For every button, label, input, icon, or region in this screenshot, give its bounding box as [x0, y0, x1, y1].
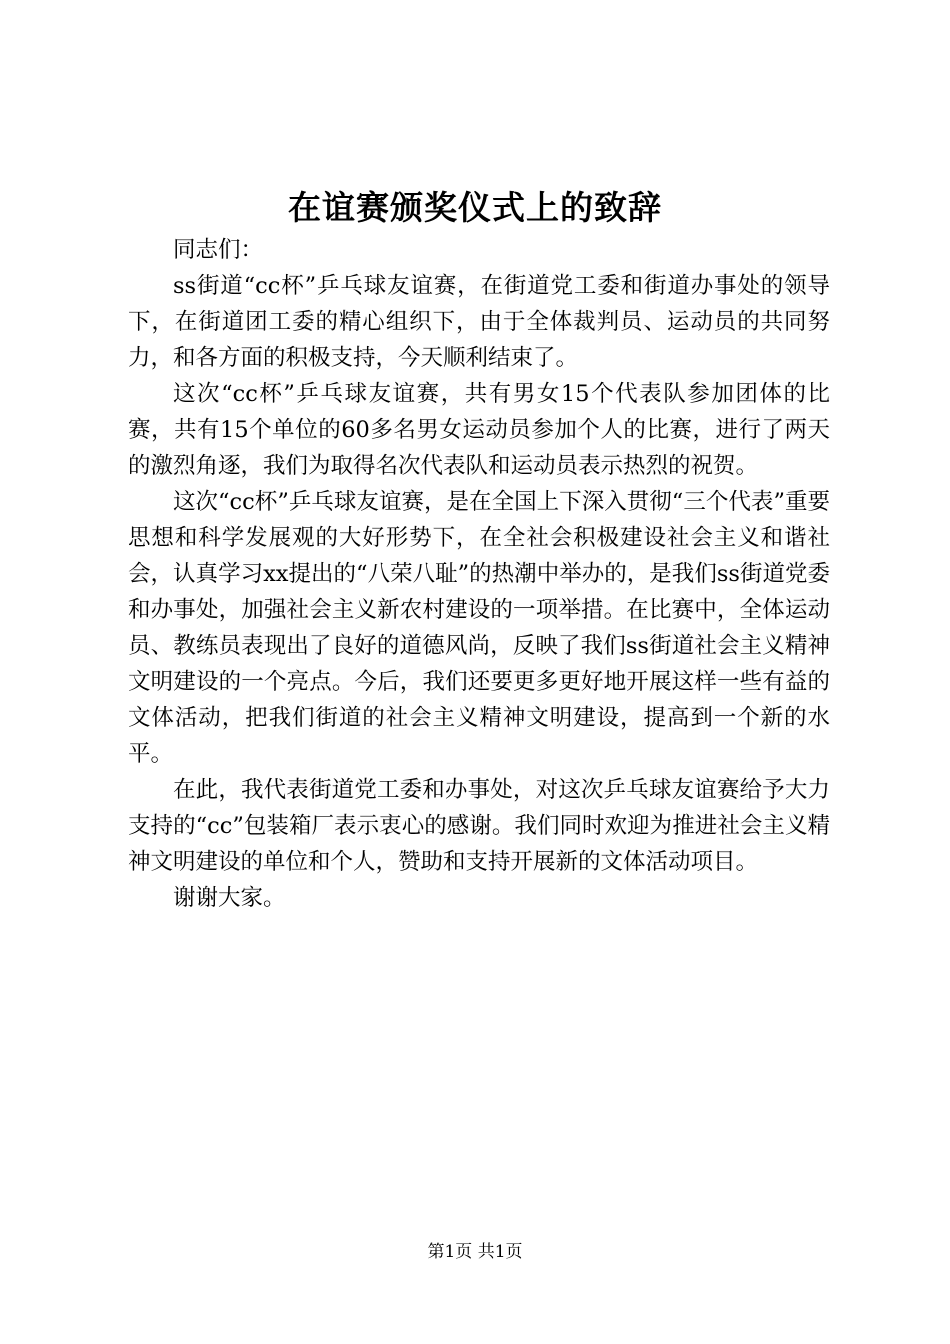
- document-title: 在谊赛颁奖仪式上的致辞: [288, 188, 662, 227]
- greeting-paragraph: 同志们：: [173, 237, 264, 263]
- page-footer: 第1页 共1页: [427, 1242, 523, 1262]
- body-paragraph-2: 这次“cc杯”乒乓球友谊赛，共有男女15个代表队参加团体的比赛，共有15个单位的60多名男女运动员参加个人的比赛，进行了两天的激烈角逐，我们为取得名次代表队和运动员表示热烈的祝贺。: [128, 381, 830, 479]
- closing-paragraph: 谢谢大家。: [173, 885, 286, 911]
- document-body: [128, 232, 830, 916]
- body-paragraph-3: 这次“cc杯”乒乓球友谊赛，是在全国上下深入贯彻“三个代表”重要思想和科学发展观的大好形势下，在全社会积极建设社会主义和谐社会，认真学习xx提出的“八荣八耻”的热潮中举办的，是我们ss街道党委和办事处，加强社会主义新农村建设的一项举措。在比赛中，全体运动员、教练员表现出了良好的道德风尚，反映了我们ss街道社会主义精神文明建设的一个亮点。今后，我们还要更多更好地开展这样一些有益的文体活动，把我们街道的社会主义精神文明建设，提高到一个新的水平。: [128, 489, 830, 767]
- body-paragraph-4: 在此，我代表街道党工委和办事处，对这次乒乓球友谊赛给予大力支持的“cc”包装箱厂表示衷心的感谢。我们同时欢迎为推进社会主义精神文明建设的单位和个人，赞助和支持开展新的文体活动项目。: [128, 777, 830, 875]
- body-paragraph-1: ss街道“cc杯”乒乓球友谊赛，在街道党工委和街道办事处的领导下，在街道团工委的精心组织下，由于全体裁判员、运动员的共同努力，和各方面的积极支持，今天顺利结束了。: [128, 273, 830, 371]
